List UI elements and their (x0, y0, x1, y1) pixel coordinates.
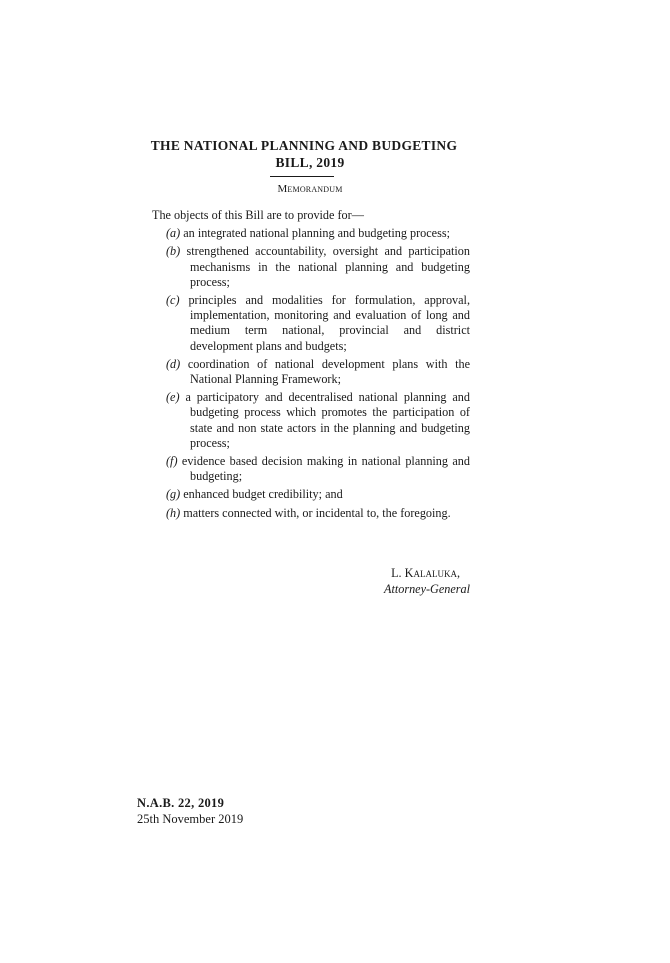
clause-text: an integrated national planning and budgeting process; (180, 226, 450, 241)
clause-e (152, 390, 470, 451)
clause-text: enhanced budget credibility; and (180, 487, 343, 502)
clause-letter: (g) (166, 487, 181, 502)
clause-letter: (e) (166, 390, 180, 405)
clause-text: a participatory and decentralised national planning and budgeting process which promotes the participation of state and non state actors in the planning and budgeting process; (179, 390, 470, 450)
clause-a (152, 226, 470, 241)
clause-text: matters connected with, or incidental to, the foregoing. (180, 505, 451, 520)
bill-footer (137, 795, 243, 827)
clause-text: coordination of national development plans with the National Planning Framework; (180, 356, 470, 387)
signatory-surname: Kalaluka, (404, 566, 460, 580)
bill-reference: N.A.B. 22, 2019 (137, 796, 225, 810)
clause-letter: (c) (166, 293, 180, 308)
signatory-initial: L. (391, 566, 405, 580)
signatory-name (330, 565, 470, 581)
signatory-title: Attorney-General (384, 582, 470, 596)
objects-intro: The objects of this Bill are to provide for— (152, 208, 364, 222)
clause-h (152, 506, 470, 521)
clause-d (152, 357, 470, 387)
clause-letter: (h) (166, 505, 181, 520)
bill-title (150, 137, 470, 171)
signature-block (330, 565, 470, 597)
bill-title-line-2: BILL, 2019 (275, 155, 345, 170)
bill-title-line-1: THE NATIONAL PLANNING AND BUDGETING (150, 138, 458, 153)
clause-text: evidence based decision making in national planning and budgeting; (177, 454, 470, 484)
clause-letter: (b) (166, 244, 181, 259)
bill-date: 25th November 2019 (137, 812, 244, 826)
clause-letter: (d) (166, 356, 181, 371)
clause-letter: (a) (166, 226, 181, 241)
memorandum-body (152, 208, 470, 524)
clause-f (152, 454, 470, 484)
clause-text: strengthened accountability, oversight and participation mechanisms in the national planning and budgeting process; (180, 244, 470, 289)
clause-c (152, 293, 470, 354)
clause-b (152, 244, 470, 290)
clause-letter: (f) (166, 454, 178, 469)
memorandum-heading: Memorandum (277, 183, 343, 195)
clause-text: principles and modalities for formulation, approval, implementation, monitoring and evaluation of long and medium term national, provincial and district development plans and budgets; (179, 293, 470, 353)
title-divider (270, 176, 334, 177)
clause-g (152, 487, 470, 502)
